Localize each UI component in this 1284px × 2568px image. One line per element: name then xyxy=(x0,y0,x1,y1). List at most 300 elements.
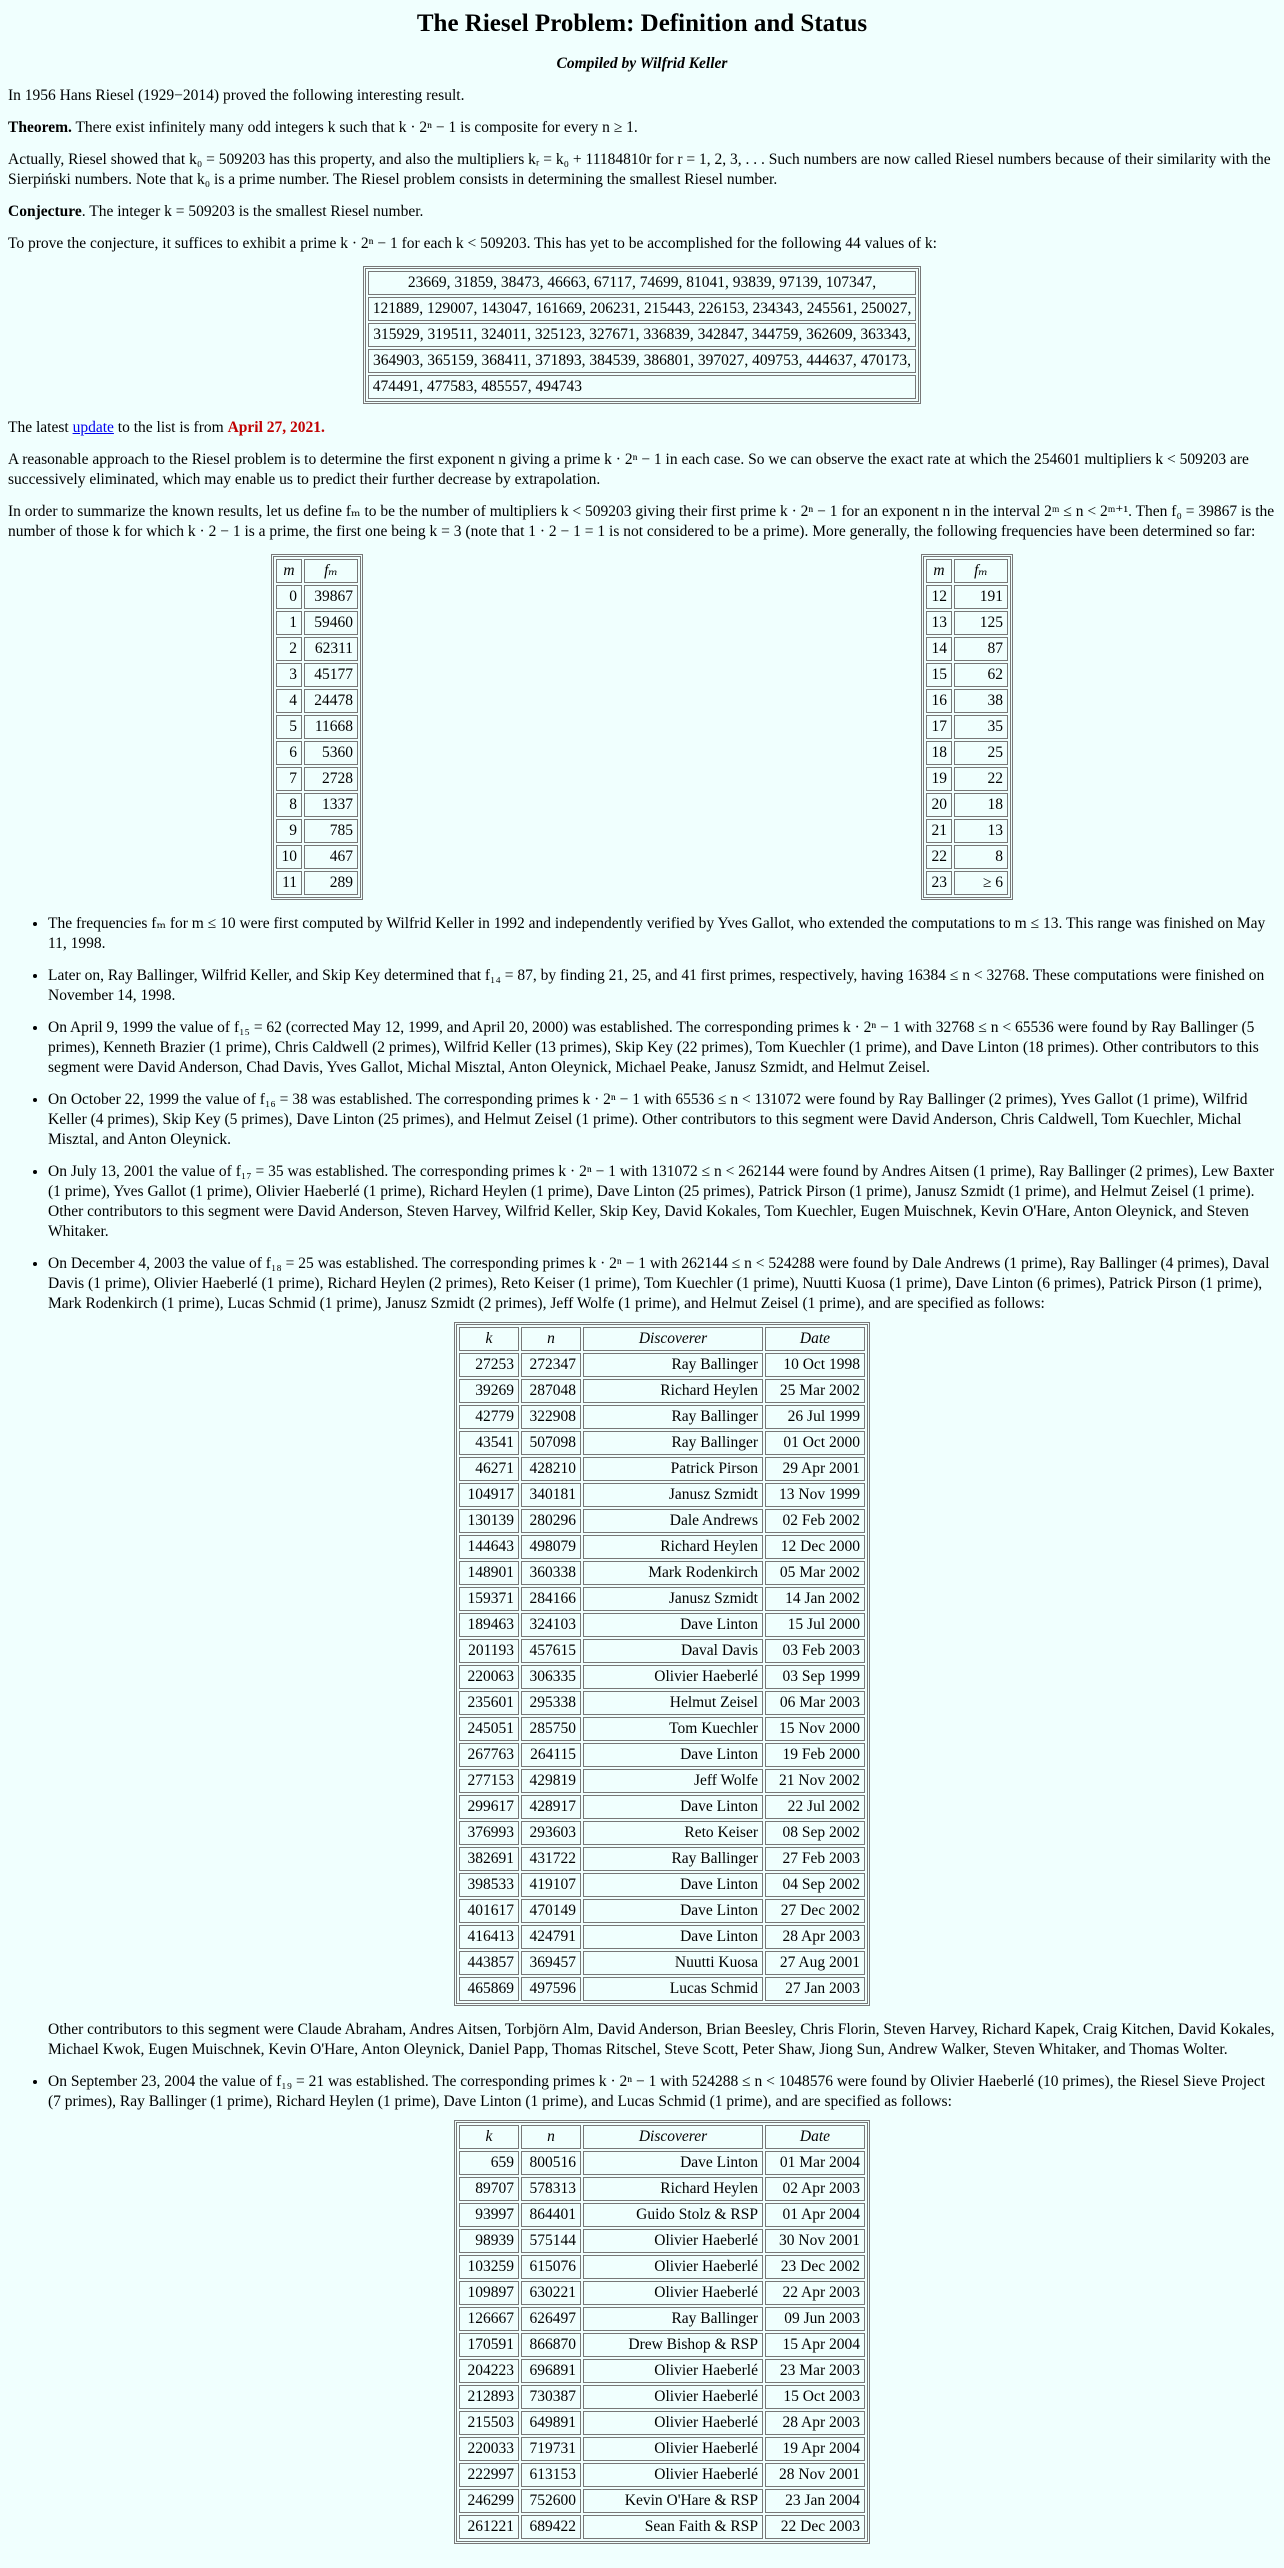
table-row-cell: 18 xyxy=(926,741,952,765)
table-row xyxy=(459,1873,865,1897)
table-row-cell: 626497 xyxy=(521,2307,581,2331)
table-row xyxy=(368,375,917,399)
table-row-cell: 02 Feb 2002 xyxy=(765,1509,865,1533)
table-row-cell: 14 xyxy=(926,637,952,661)
table-row xyxy=(276,611,358,635)
table-row-cell: 35 xyxy=(954,715,1008,739)
table-row-cell: 45177 xyxy=(304,663,358,687)
table-row-cell: 1 xyxy=(276,611,302,635)
table-row-cell: Dave Linton xyxy=(583,2151,763,2175)
table-row xyxy=(459,1691,865,1715)
table-row-cell: 93997 xyxy=(459,2203,519,2227)
table-row xyxy=(926,793,1008,817)
table-row-cell: 7 xyxy=(276,767,302,791)
conjecture-label: Conjecture xyxy=(8,203,82,220)
table-row-cell: 220063 xyxy=(459,1665,519,1689)
table-row-cell: 220033 xyxy=(459,2437,519,2461)
table-row-cell: Olivier Haeberlé xyxy=(583,2411,763,2435)
table-row xyxy=(926,819,1008,843)
table-row xyxy=(459,2333,865,2357)
table-row-cell: 02 Apr 2003 xyxy=(765,2177,865,2201)
col-n: n xyxy=(521,2125,581,2149)
table-row-cell: 13 Nov 1999 xyxy=(765,1483,865,1507)
table-row-cell: 235601 xyxy=(459,1691,519,1715)
table-row-cell: 272347 xyxy=(521,1353,581,1377)
table-row-cell: Dave Linton xyxy=(583,1613,763,1637)
approach-paragraph: A reasonable approach to the Riesel problem is to determine the first exponent n giving a prime k · 2ⁿ − 1 in each case. So we can observe the exact rate at which the 254601 multipliers k < 509203 are successively eliminated, which may enable us to predict their further decrease by extrapolation. xyxy=(8,451,1249,488)
table-row-cell: 416413 xyxy=(459,1925,519,1949)
riesel-numbers-paragraph: Actually, Riesel showed that k₀ = 509203 has this property, and also the multipliers kᵣ = k₀ + 11184810r for r = 1, 2, 3, . . . Such numbers are now called Riesel numbers because of their similarity with the Sierpiński numbers. Note that k₀ is a prime number. The Riesel problem consists in determining the smallest Riesel number. xyxy=(8,151,1271,188)
table-row xyxy=(459,1743,865,1767)
theorem-text: There exist infinitely many odd integers k such that k · 2ⁿ − 1 is composite for every n ≥ 1. xyxy=(71,119,638,136)
table-row-cell: 630221 xyxy=(521,2281,581,2305)
table-row-cell: 382691 xyxy=(459,1847,519,1871)
table-row xyxy=(459,2177,865,2201)
bullet-text: • On September 23, 2004 the value of f₁₉ = 21 was established. The corresponding primes k · 2ⁿ − 1 with 524288 ≤ n < 1048576 were found by Olivier Haeberlé (10 primes), the Riesel Sieve Project (7 primes), Ray Ballinger (1 prime), Richard Heylen (1 prime), Dave Linton (1 prime), and Lucas Schmid (1 prime), and are specified as follows: xyxy=(48,2073,1266,2110)
table-row xyxy=(459,1457,865,1481)
table-row-cell: 15 Jul 2000 xyxy=(765,1613,865,1637)
table-row-cell: 246299 xyxy=(459,2489,519,2513)
summarize-paragraph: In order to summarize the known results, let us define fₘ to be the number of multipliers k < 509203 giving their first prime k · 2ⁿ − 1 for an exponent n in the interval 2ᵐ ≤ n < 2ᵐ⁺¹. Then f₀ = 39867 is the number of those k for which k · 2 − 1 is a prime, the first one being k = 3 (note that 1 · 2 − 1 = 1 is not considered to be a prime). More generally, the following frequencies have been determined so far: xyxy=(8,503,1275,540)
table-row-cell: 30 Nov 2001 xyxy=(765,2229,865,2253)
table-row-cell: 19 xyxy=(926,767,952,791)
table-row-cell: 465869 xyxy=(459,1977,519,2001)
table-row xyxy=(459,2229,865,2253)
table-row-cell: 27 Dec 2002 xyxy=(765,1899,865,1923)
byline: Compiled by Wilfrid Keller xyxy=(556,55,728,72)
table-row-cell: 8 xyxy=(276,793,302,817)
table-row-cell: 467 xyxy=(304,845,358,869)
table-row-cell: 457615 xyxy=(521,1639,581,1663)
table-row xyxy=(368,271,917,295)
table-row-cell: 15 Apr 2004 xyxy=(765,2333,865,2357)
table-row xyxy=(459,1353,865,1377)
table-row-cell: 719731 xyxy=(521,2437,581,2461)
table-row xyxy=(459,1977,865,2001)
table-row xyxy=(368,323,917,347)
table-row-cell: Ray Ballinger xyxy=(583,1431,763,1455)
table-row-cell: 3 xyxy=(276,663,302,687)
table-row-cell: 125 xyxy=(954,611,1008,635)
table-row-cell: 13 xyxy=(926,611,952,635)
table-row xyxy=(459,2255,865,2279)
table-row-cell: 26 Jul 1999 xyxy=(765,1405,865,1429)
table-row-cell: 306335 xyxy=(521,1665,581,1689)
table-row-cell: 401617 xyxy=(459,1899,519,1923)
table-row xyxy=(459,2489,865,2513)
table-row xyxy=(459,1431,865,1455)
table-row xyxy=(276,845,358,869)
table-row-cell: 28 Nov 2001 xyxy=(765,2463,865,2487)
table-row-cell: 615076 xyxy=(521,2255,581,2279)
table-row-cell: 785 xyxy=(304,819,358,843)
table-row-cell: 15 xyxy=(926,663,952,687)
table-row xyxy=(459,1951,865,1975)
table-row-cell: 25 Mar 2002 xyxy=(765,1379,865,1403)
table-row-cell: 730387 xyxy=(521,2385,581,2409)
frequency-table-left xyxy=(271,554,363,900)
table-row-cell: 222997 xyxy=(459,2463,519,2487)
table-row xyxy=(459,2151,865,2175)
table-row-cell: 13 xyxy=(954,819,1008,843)
table-row-cell: 419107 xyxy=(521,1873,581,1897)
table-row-cell: 14 Jan 2002 xyxy=(765,1587,865,1611)
table-row xyxy=(459,1665,865,1689)
table-row-cell: 23 Jan 2004 xyxy=(765,2489,865,2513)
table-row-cell: Olivier Haeberlé xyxy=(583,2255,763,2279)
table-row-cell: 01 Apr 2004 xyxy=(765,2203,865,2227)
table-row-cell: 24478 xyxy=(304,689,358,713)
table-row-cell: 215503 xyxy=(459,2411,519,2435)
table-row-cell: Mark Rodenkirch xyxy=(583,1561,763,1585)
table-row-cell: 429819 xyxy=(521,1769,581,1793)
table-row-cell: Guido Stolz & RSP xyxy=(583,2203,763,2227)
table-row-cell: 15 Oct 2003 xyxy=(765,2385,865,2409)
list-item xyxy=(48,1090,1276,1150)
prove-paragraph: To prove the conjecture, it suffices to exhibit a prime k · 2ⁿ − 1 for each k < 509203. This has yet to be accomplished for the following 44 values of k: xyxy=(8,235,937,252)
table-row-cell: Dave Linton xyxy=(583,1873,763,1897)
table-row-cell: 613153 xyxy=(521,2463,581,2487)
table-row-cell: 29 Apr 2001 xyxy=(765,1457,865,1481)
table-row xyxy=(459,2411,865,2435)
table-row-cell: 170591 xyxy=(459,2333,519,2357)
table-row-cell: Ray Ballinger xyxy=(583,1405,763,1429)
table-row-cell: 443857 xyxy=(459,1951,519,1975)
table-row xyxy=(459,2281,865,2305)
table-row xyxy=(459,2463,865,2487)
table-row xyxy=(459,1769,865,1793)
table-row-cell: 1337 xyxy=(304,793,358,817)
table-row-cell: 12 xyxy=(926,585,952,609)
bullet-text: • On December 4, 2003 the value of f₁₈ = 25 was established. The corresponding primes k · 2ⁿ − 1 with 262144 ≤ n < 524288 were found by Dale Andrews (1 prime), Ray Ballinger (4 primes), Daval Davis (1 prime), Olivier Haeberlé (1 prime), Richard Heylen (2 primes), Reto Keiser (1 prime), Tom Kuechler (1 prime), Nuutti Kuosa (1 prime), Dave Linton (6 primes), Patrick Pirson (1 prime), Mark Rodenkirch (1 prime), Lucas Schmid (1 prime), Janusz Szmidt (2 primes), Jeff Wolfe (1 prime), and Helmut Zeisel (1 prime), and are specified as follows: xyxy=(48,1255,1270,1312)
f19-primes-table xyxy=(454,2120,870,2544)
theorem-label: Theorem. xyxy=(8,119,72,136)
table-row xyxy=(926,611,1008,635)
k-values-row: 364903, 365159, 368411, 371893, 384539, 386801, 397027, 409753, 444637, 470173, xyxy=(368,349,917,373)
table-row xyxy=(276,663,358,687)
table-row-cell: 245051 xyxy=(459,1717,519,1741)
table-row-cell: 11 xyxy=(276,871,302,895)
latest-update-paragraph xyxy=(8,418,1276,438)
table-row-cell: 104917 xyxy=(459,1483,519,1507)
table-row-cell: 22 Jul 2002 xyxy=(765,1795,865,1819)
table-row xyxy=(276,741,358,765)
table-row-cell: Dave Linton xyxy=(583,1925,763,1949)
table-row-cell: 5 xyxy=(276,715,302,739)
table-row-cell: Drew Bishop & RSP xyxy=(583,2333,763,2357)
table-row-cell: 0 xyxy=(276,585,302,609)
table-row-cell: 376993 xyxy=(459,1821,519,1845)
table-row-cell: Olivier Haeberlé xyxy=(583,2229,763,2253)
table-row-cell: 340181 xyxy=(521,1483,581,1507)
table-row-cell: 22 Apr 2003 xyxy=(765,2281,865,2305)
table-row-cell: Helmut Zeisel xyxy=(583,1691,763,1715)
table-row xyxy=(459,2385,865,2409)
table-row-cell: 264115 xyxy=(521,1743,581,1767)
table-row-cell: 497596 xyxy=(521,1977,581,2001)
table-row-cell: 87 xyxy=(954,637,1008,661)
bullet-text: • On July 13, 2001 the value of f₁₇ = 35 was established. The corresponding primes k · 2ⁿ − 1 with 131072 ≤ n < 262144 were found by Andres Aitsen (1 prime), Ray Ballinger (2 primes), Lew Baxter (1 prime), Yves Gallot (1 prime), Olivier Haeberlé (1 prime), Richard Heylen (1 prime), Dave Linton (25 primes), Patrick Pirson (1 prime), Janusz Szmidt (1 prime), and Helmut Zeisel (1 prime). Other contributors to this segment were David Anderson, Steven Harvey, Wilfrid Keller, Skip Key, David Kokales, Tom Kuechler, Eugen Muischnek, Kevin O'Hare, Anton Oleynick, and Steven Whitaker. xyxy=(48,1163,1275,1240)
frequency-tables xyxy=(8,554,1276,900)
table-row-cell: 23 xyxy=(926,871,952,895)
table-row-cell: Jeff Wolfe xyxy=(583,1769,763,1793)
table-row-cell: ≥ 6 xyxy=(954,871,1008,895)
list-item xyxy=(48,914,1276,954)
table-row xyxy=(459,1379,865,1403)
table-row-cell: 696891 xyxy=(521,2359,581,2383)
table-row-cell: 04 Sep 2002 xyxy=(765,1873,865,1897)
table-row-cell: 201193 xyxy=(459,1639,519,1663)
table-row-cell: 8 xyxy=(954,845,1008,869)
table-row-cell: 12 Dec 2000 xyxy=(765,1535,865,1559)
table-row-cell: 22 xyxy=(926,845,952,869)
table-row xyxy=(459,1795,865,1819)
table-row xyxy=(459,1847,865,1871)
table-row-cell: 18 xyxy=(954,793,1008,817)
theorem-paragraph xyxy=(8,118,1276,138)
table-row-cell: 470149 xyxy=(521,1899,581,1923)
table-row-cell: 864401 xyxy=(521,2203,581,2227)
table-row-cell: 22 xyxy=(954,767,1008,791)
table-row-cell: 03 Sep 1999 xyxy=(765,1665,865,1689)
history-list-continued xyxy=(8,2072,1276,2544)
list-item xyxy=(48,2072,1276,2544)
table-row-cell: 5360 xyxy=(304,741,358,765)
table-row-cell: 649891 xyxy=(521,2411,581,2435)
table-row-cell: Nuutti Kuosa xyxy=(583,1951,763,1975)
table-row-cell: 9 xyxy=(276,819,302,843)
table-row-cell: 191 xyxy=(954,585,1008,609)
table-row xyxy=(459,1535,865,1559)
table-row xyxy=(926,663,1008,687)
table-row-cell: 27253 xyxy=(459,1353,519,1377)
table-row-cell: 295338 xyxy=(521,1691,581,1715)
table-row-cell: Richard Heylen xyxy=(583,1379,763,1403)
bullet-text: • On October 22, 1999 the value of f₁₆ = 38 was established. The corresponding primes k · 2ⁿ − 1 with 65536 ≤ n < 131072 were found by Ray Ballinger (2 primes), Yves Gallot (1 prime), Wilfrid Keller (4 primes), Skip Key (5 primes), Dave Linton (25 primes), and Helmut Zeisel (1 prime). Other contributors to this segment were David Anderson, Chris Caldwell, Tom Kuechler, Michal Misztal, and Anton Oleynick. xyxy=(48,1091,1248,1148)
table-row-cell: 03 Feb 2003 xyxy=(765,1639,865,1663)
table-row-cell: 287048 xyxy=(521,1379,581,1403)
intro-paragraph: In 1956 Hans Riesel (1929−2014) proved the following interesting result. xyxy=(8,87,465,104)
table-row-cell: Daval Davis xyxy=(583,1639,763,1663)
conjecture-text: . The integer k = 509203 is the smallest Riesel number. xyxy=(81,203,424,220)
table-row-cell: Olivier Haeberlé xyxy=(583,1665,763,1689)
table-row-cell: 01 Mar 2004 xyxy=(765,2151,865,2175)
table-row-cell: 62 xyxy=(954,663,1008,687)
update-link[interactable]: update xyxy=(72,419,114,436)
table-row-cell: 46271 xyxy=(459,1457,519,1481)
table-row-cell: 398533 xyxy=(459,1873,519,1897)
frequency-table-right xyxy=(921,554,1013,900)
freq-header-fm: fₘ xyxy=(954,559,1008,583)
table-row-cell: 659 xyxy=(459,2151,519,2175)
table-row xyxy=(276,767,358,791)
table-row xyxy=(459,1613,865,1637)
table-row xyxy=(459,2203,865,2227)
remaining-k-table xyxy=(363,266,922,404)
table-row-cell: 277153 xyxy=(459,1769,519,1793)
k-values-row: 315929, 319511, 324011, 325123, 327671, 336839, 342847, 344759, 362609, 363343, xyxy=(368,323,917,347)
table-row-cell: 289 xyxy=(304,871,358,895)
table-row-cell: 06 Mar 2003 xyxy=(765,1691,865,1715)
list-item xyxy=(48,1018,1276,1078)
table-row xyxy=(926,741,1008,765)
table-row xyxy=(276,715,358,739)
col-date: Date xyxy=(765,1327,865,1351)
table-row-cell: 424791 xyxy=(521,1925,581,1949)
table-row-cell: Ray Ballinger xyxy=(583,1847,763,1871)
col-k: k xyxy=(459,2125,519,2149)
k-values-row: 23669, 31859, 38473, 46663, 67117, 74699, 81041, 93839, 97139, 107347, xyxy=(368,271,917,295)
table-row-cell: 09 Jun 2003 xyxy=(765,2307,865,2331)
table-row-cell: 148901 xyxy=(459,1561,519,1585)
table-row xyxy=(276,689,358,713)
table-row xyxy=(459,2437,865,2461)
table-row-cell: 285750 xyxy=(521,1717,581,1741)
table-row-cell: 498079 xyxy=(521,1535,581,1559)
table-row-cell: 109897 xyxy=(459,2281,519,2305)
table-row-cell: 21 Nov 2002 xyxy=(765,1769,865,1793)
list-item xyxy=(48,966,1276,1006)
table-row-cell: 42779 xyxy=(459,1405,519,1429)
table-row-cell: 39269 xyxy=(459,1379,519,1403)
table-row-cell: 25 xyxy=(954,741,1008,765)
table-row-cell: Sean Faith & RSP xyxy=(583,2515,763,2539)
table-row xyxy=(926,715,1008,739)
table-row xyxy=(459,2307,865,2331)
table-row-cell: 189463 xyxy=(459,1613,519,1637)
table-row xyxy=(926,767,1008,791)
list-item xyxy=(48,1254,1276,2006)
table-row xyxy=(276,793,358,817)
table-row-cell: 21 xyxy=(926,819,952,843)
freq-header-m: m xyxy=(276,559,302,583)
table-row-cell: 130139 xyxy=(459,1509,519,1533)
table-row-cell: Dave Linton xyxy=(583,1743,763,1767)
table-row-cell: 578313 xyxy=(521,2177,581,2201)
col-discoverer: Discoverer xyxy=(583,1327,763,1351)
table-row-cell: Olivier Haeberlé xyxy=(583,2281,763,2305)
table-row-cell: 15 Nov 2000 xyxy=(765,1717,865,1741)
table-row-cell: Ray Ballinger xyxy=(583,2307,763,2331)
table-row-cell: 23 Dec 2002 xyxy=(765,2255,865,2279)
table-row-cell: 204223 xyxy=(459,2359,519,2383)
table-row-cell: 89707 xyxy=(459,2177,519,2201)
table-row-cell: 299617 xyxy=(459,1795,519,1819)
table-row-cell: 428210 xyxy=(521,1457,581,1481)
table-row xyxy=(926,689,1008,713)
table-row xyxy=(276,871,358,895)
bullet-text: • Later on, Ray Ballinger, Wilfrid Keller, and Skip Key determined that f₁₄ = 87, by finding 21, 25, and 41 first primes, respectively, having 16384 ≤ n < 32768. These computations were finished on November 14, 1998. xyxy=(48,967,1265,1004)
table-row-cell: 866870 xyxy=(521,2333,581,2357)
table-row xyxy=(459,1483,865,1507)
table-row xyxy=(926,585,1008,609)
table-row-cell: 43541 xyxy=(459,1431,519,1455)
table-row-cell: 159371 xyxy=(459,1587,519,1611)
table-row-cell: Janusz Szmidt xyxy=(583,1587,763,1611)
table-row-cell: Olivier Haeberlé xyxy=(583,2437,763,2461)
table-row xyxy=(459,1587,865,1611)
table-row-cell: Kevin O'Hare & RSP xyxy=(583,2489,763,2513)
table-row-cell: 20 xyxy=(926,793,952,817)
table-row-cell: Tom Kuechler xyxy=(583,1717,763,1741)
table-row-cell: 293603 xyxy=(521,1821,581,1845)
table-row-cell: 280296 xyxy=(521,1509,581,1533)
table-row xyxy=(368,349,917,373)
k-values-row: 474491, 477583, 485557, 494743 xyxy=(368,375,917,399)
table-row xyxy=(459,1561,865,1585)
table-row-cell: 11668 xyxy=(304,715,358,739)
table-row-cell: 4 xyxy=(276,689,302,713)
freq-header-fm: fₘ xyxy=(304,559,358,583)
table-row-cell: 507098 xyxy=(521,1431,581,1455)
table-row-cell: 689422 xyxy=(521,2515,581,2539)
table-row-cell: 27 Jan 2003 xyxy=(765,1977,865,2001)
table-row-cell: Patrick Pirson xyxy=(583,1457,763,1481)
table-row-cell: 10 xyxy=(276,845,302,869)
table-row xyxy=(459,1717,865,1741)
table-row-cell: 369457 xyxy=(521,1951,581,1975)
table-row xyxy=(459,2359,865,2383)
page-title: The Riesel Problem: Definition and Status xyxy=(416,10,868,37)
table-row-cell: 62311 xyxy=(304,637,358,661)
table-row-cell: Reto Keiser xyxy=(583,1821,763,1845)
table-row-cell: Olivier Haeberlé xyxy=(583,2359,763,2383)
table-row-cell: 284166 xyxy=(521,1587,581,1611)
table-row-cell: 103259 xyxy=(459,2255,519,2279)
table-row-cell: 39867 xyxy=(304,585,358,609)
table-row xyxy=(276,637,358,661)
f18-primes-table xyxy=(454,1322,870,2006)
table-row-cell: 324103 xyxy=(521,1613,581,1637)
k-values-row: 121889, 129007, 143047, 161669, 206231, 215443, 226153, 234343, 245561, 250027, xyxy=(368,297,917,321)
table-row xyxy=(459,1821,865,1845)
table-row-cell: 01 Oct 2000 xyxy=(765,1431,865,1455)
table-row-cell: Lucas Schmid xyxy=(583,1977,763,2001)
table-row-cell: 212893 xyxy=(459,2385,519,2409)
table-row-cell: Richard Heylen xyxy=(583,1535,763,1559)
latest-middle: to the list is from xyxy=(113,419,228,436)
table-row-cell: 17 xyxy=(926,715,952,739)
table-row-cell: 59460 xyxy=(304,611,358,635)
history-list xyxy=(8,914,1276,2006)
freq-header-m: m xyxy=(926,559,952,583)
table-row-cell: Dave Linton xyxy=(583,1795,763,1819)
table-row-cell: Ray Ballinger xyxy=(583,1353,763,1377)
latest-prefix: The latest xyxy=(8,419,73,436)
table-row xyxy=(459,1925,865,1949)
col-n: n xyxy=(521,1327,581,1351)
table-row-cell: 10 Oct 1998 xyxy=(765,1353,865,1377)
table-row-cell: 27 Aug 2001 xyxy=(765,1951,865,1975)
table-row-cell: 6 xyxy=(276,741,302,765)
table-row xyxy=(459,1405,865,1429)
table-row-cell: Dale Andrews xyxy=(583,1509,763,1533)
table-row-cell: 126667 xyxy=(459,2307,519,2331)
table-row-cell: 19 Feb 2000 xyxy=(765,1743,865,1767)
table-row-cell: 2 xyxy=(276,637,302,661)
bullet-text: • On April 9, 1999 the value of f₁₅ = 62 (corrected May 12, 1999, and April 20, 2000) was established. The corresponding primes k · 2ⁿ − 1 with 32768 ≤ n < 65536 were found by Ray Ballinger (5 primes), Kenneth Brazier (1 prime), Chris Caldwell (2 primes), Wilfrid Keller (13 primes), Skip Key (22 primes), Tom Kuechler (1 prime), and Dave Linton (18 primes). Other contributors to this segment were David Anderson, Chad Davis, Yves Gallot, Michal Misztal, Anton Oleynick, Michael Peake, Janusz Szmidt, and Helmut Zeisel. xyxy=(48,1019,1259,1076)
table-row-cell: 28 Apr 2003 xyxy=(765,1925,865,1949)
table-row-cell: Richard Heylen xyxy=(583,2177,763,2201)
latest-date: April 27, 2021. xyxy=(227,419,325,436)
col-discoverer: Discoverer xyxy=(583,2125,763,2149)
table-row-cell: 08 Sep 2002 xyxy=(765,1821,865,1845)
table-row-cell: 322908 xyxy=(521,1405,581,1429)
table-row xyxy=(276,819,358,843)
table-row xyxy=(276,585,358,609)
table-row-cell: Olivier Haeberlé xyxy=(583,2385,763,2409)
table-row-cell: Olivier Haeberlé xyxy=(583,2463,763,2487)
